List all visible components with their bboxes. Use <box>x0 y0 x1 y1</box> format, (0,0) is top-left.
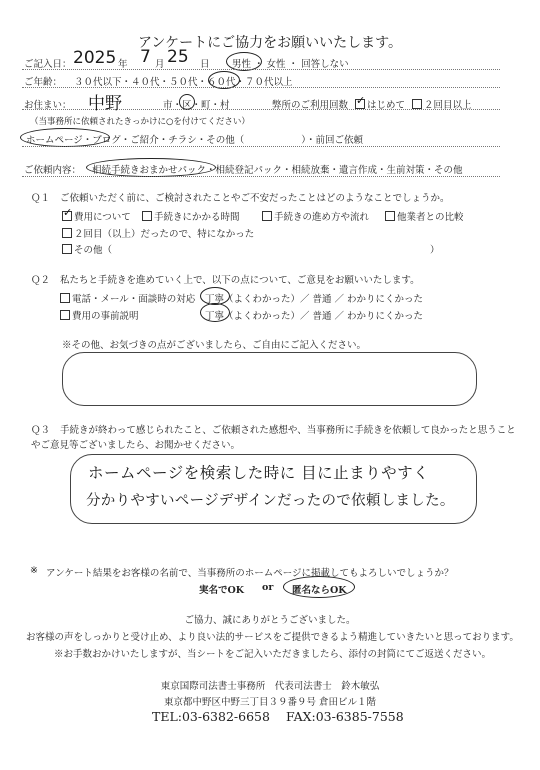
thanks-text: ご協力、誠にありがとうございました。 <box>184 615 356 626</box>
divider <box>22 109 500 110</box>
date-label: ご記入日： <box>24 59 72 70</box>
date-month-unit: 月 <box>155 59 165 70</box>
q1-number: Ｑ１ <box>31 193 51 204</box>
q3-question-line1: 手続きが終わって感じられたこと、ご依頼された感想や、当事務所に手続きを依頼して良かったと思うこと <box>60 425 516 436</box>
office-fax: FAX:03-6385-7558 <box>286 709 404 724</box>
q1-time-checkbox[interactable] <box>142 211 152 221</box>
divider <box>22 176 500 177</box>
publish-circle <box>283 576 355 598</box>
q1-other-checkbox[interactable] <box>62 244 72 254</box>
residence-city: 中野 <box>88 94 122 114</box>
second-time-checkbox[interactable] <box>412 99 422 109</box>
publish-real-name: 実名でOK <box>199 585 245 596</box>
q2-item-contact: 電話・メール・面談時の対応 <box>60 291 195 305</box>
q1-option-other: その他（ <box>62 242 112 256</box>
divider <box>22 146 500 147</box>
q1-question: ご依頼いただく前に、ご検討されたことやご不安だったことはどのようなことでしょうか。 <box>60 193 450 204</box>
usage-second: ２回目以上 <box>412 97 472 111</box>
divider <box>22 69 500 70</box>
q1-other-close: ） <box>430 245 440 256</box>
usage-label: 弊所のご利用回数 <box>272 100 349 111</box>
q1-option-cost: ✓費用について <box>62 209 131 223</box>
q1-option-flow: 手続きの進め方や流れ <box>262 209 369 223</box>
trigger-options: ホームページ・ブログ・ご紹介・チラシ・その他（ ）・前回ご依頼 <box>26 135 364 146</box>
q1-option-time: 手続きにかかる時間 <box>142 209 240 223</box>
q3-answer-line1: ホームページを検索した時に 目に止まりやすく <box>88 464 430 482</box>
q1-cost-checkbox[interactable] <box>62 211 72 221</box>
q1-compare-checkbox[interactable] <box>385 211 395 221</box>
q2-comment-prompt: ※その他、お気づきの点がございましたら、ご自由にご記入ください。 <box>62 340 367 351</box>
q2-contact-answer: 丁寧（よくわかった）／ 普通 ／ わかりにくかった <box>205 294 424 305</box>
closing-line1: お客様の声をしっかりと受け止め、より良い法的サービスをご提供できるよう精進していきたいと思っております。 <box>26 632 519 643</box>
request-options: 相続手続きおまかせパック・相続登記パック・相続放棄・遺言作成・生前対策・その他 <box>92 165 463 176</box>
q2-item-fee: 費用の事前説明 <box>60 308 139 322</box>
office-tel: TEL:03-6382-6658 <box>152 709 270 724</box>
gender-options: 男性 ・ 女性 ・ 回答しない <box>232 59 349 70</box>
q3-question-line2: やご意見等ございましたら、お聞かせください。 <box>31 440 241 451</box>
q2-contact-checkbox[interactable] <box>60 293 70 303</box>
trigger-circle <box>20 128 110 147</box>
age-options: ３０代以下・４０代・５０代・６０代・７０代以上 <box>74 77 293 88</box>
date-month: 7 <box>140 47 151 67</box>
residence-circle <box>179 94 195 110</box>
q2-question: 私たちと手続きを進めていく上で、以下の点について、ご意見をお願いいたします。 <box>60 275 420 286</box>
q2-fee-answer: 丁寧（よくわかった）／ 普通 ／ わかりにくかった <box>205 311 424 322</box>
divider <box>22 87 500 88</box>
q2-comment-box[interactable] <box>62 352 477 406</box>
q1-flow-checkbox[interactable] <box>262 211 272 221</box>
q3-answer-line2: 分かりやすいページデザインだったので依頼しました。 <box>86 493 455 509</box>
q2-fee-checkbox[interactable] <box>60 310 70 320</box>
age-label: ご年齢： <box>24 77 63 88</box>
page-title: アンケートにご協力をお願いいたします。 <box>137 35 403 51</box>
q3-number: Ｑ３ <box>31 425 51 436</box>
request-label: ご依頼内容： <box>24 165 82 176</box>
office-address: 東京都中野区中野三丁目３９番９号 倉田ビル１階 <box>163 697 377 708</box>
q2-number: Ｑ２ <box>31 275 51 286</box>
date-year-unit: 年 <box>118 59 128 70</box>
date-year: 2025 <box>73 48 117 68</box>
closing-line2: ※お手数おかけいたしますが、当シートをご記入いただきましたら、添付の封筒にてご返送ください。 <box>54 649 492 660</box>
q1-repeat-checkbox[interactable] <box>62 228 72 238</box>
publish-question: アンケート結果をお客様の名前で、当事務所のホームページに掲載してもよろしいでしょうか？ <box>46 568 454 579</box>
office-name: 東京国際司法書士事務所 代表司法書士 鈴木敏弘 <box>160 681 380 692</box>
trigger-note: （当事務所に依頼されたきっかけに○を付けてください） <box>30 117 250 127</box>
residence-label: お住まい： <box>24 100 72 111</box>
residence-units: 市・区・町・村 <box>163 100 230 111</box>
publish-anonymous: 匿名ならOK <box>292 585 347 596</box>
q1-option-repeat: ２回目（以上）だったので、特になかった <box>62 226 254 240</box>
first-time-checkbox[interactable] <box>355 99 365 109</box>
date-day: 25 <box>167 47 189 67</box>
publish-or: or <box>262 582 274 593</box>
q2-fee-circle <box>200 303 230 322</box>
publish-mark: ※ <box>30 565 38 576</box>
request-circle <box>86 158 216 177</box>
q1-option-compare: 他業者との比較 <box>385 209 464 223</box>
usage-first: ✓ はじめて <box>355 97 405 111</box>
date-day-unit: 日 <box>200 59 210 70</box>
